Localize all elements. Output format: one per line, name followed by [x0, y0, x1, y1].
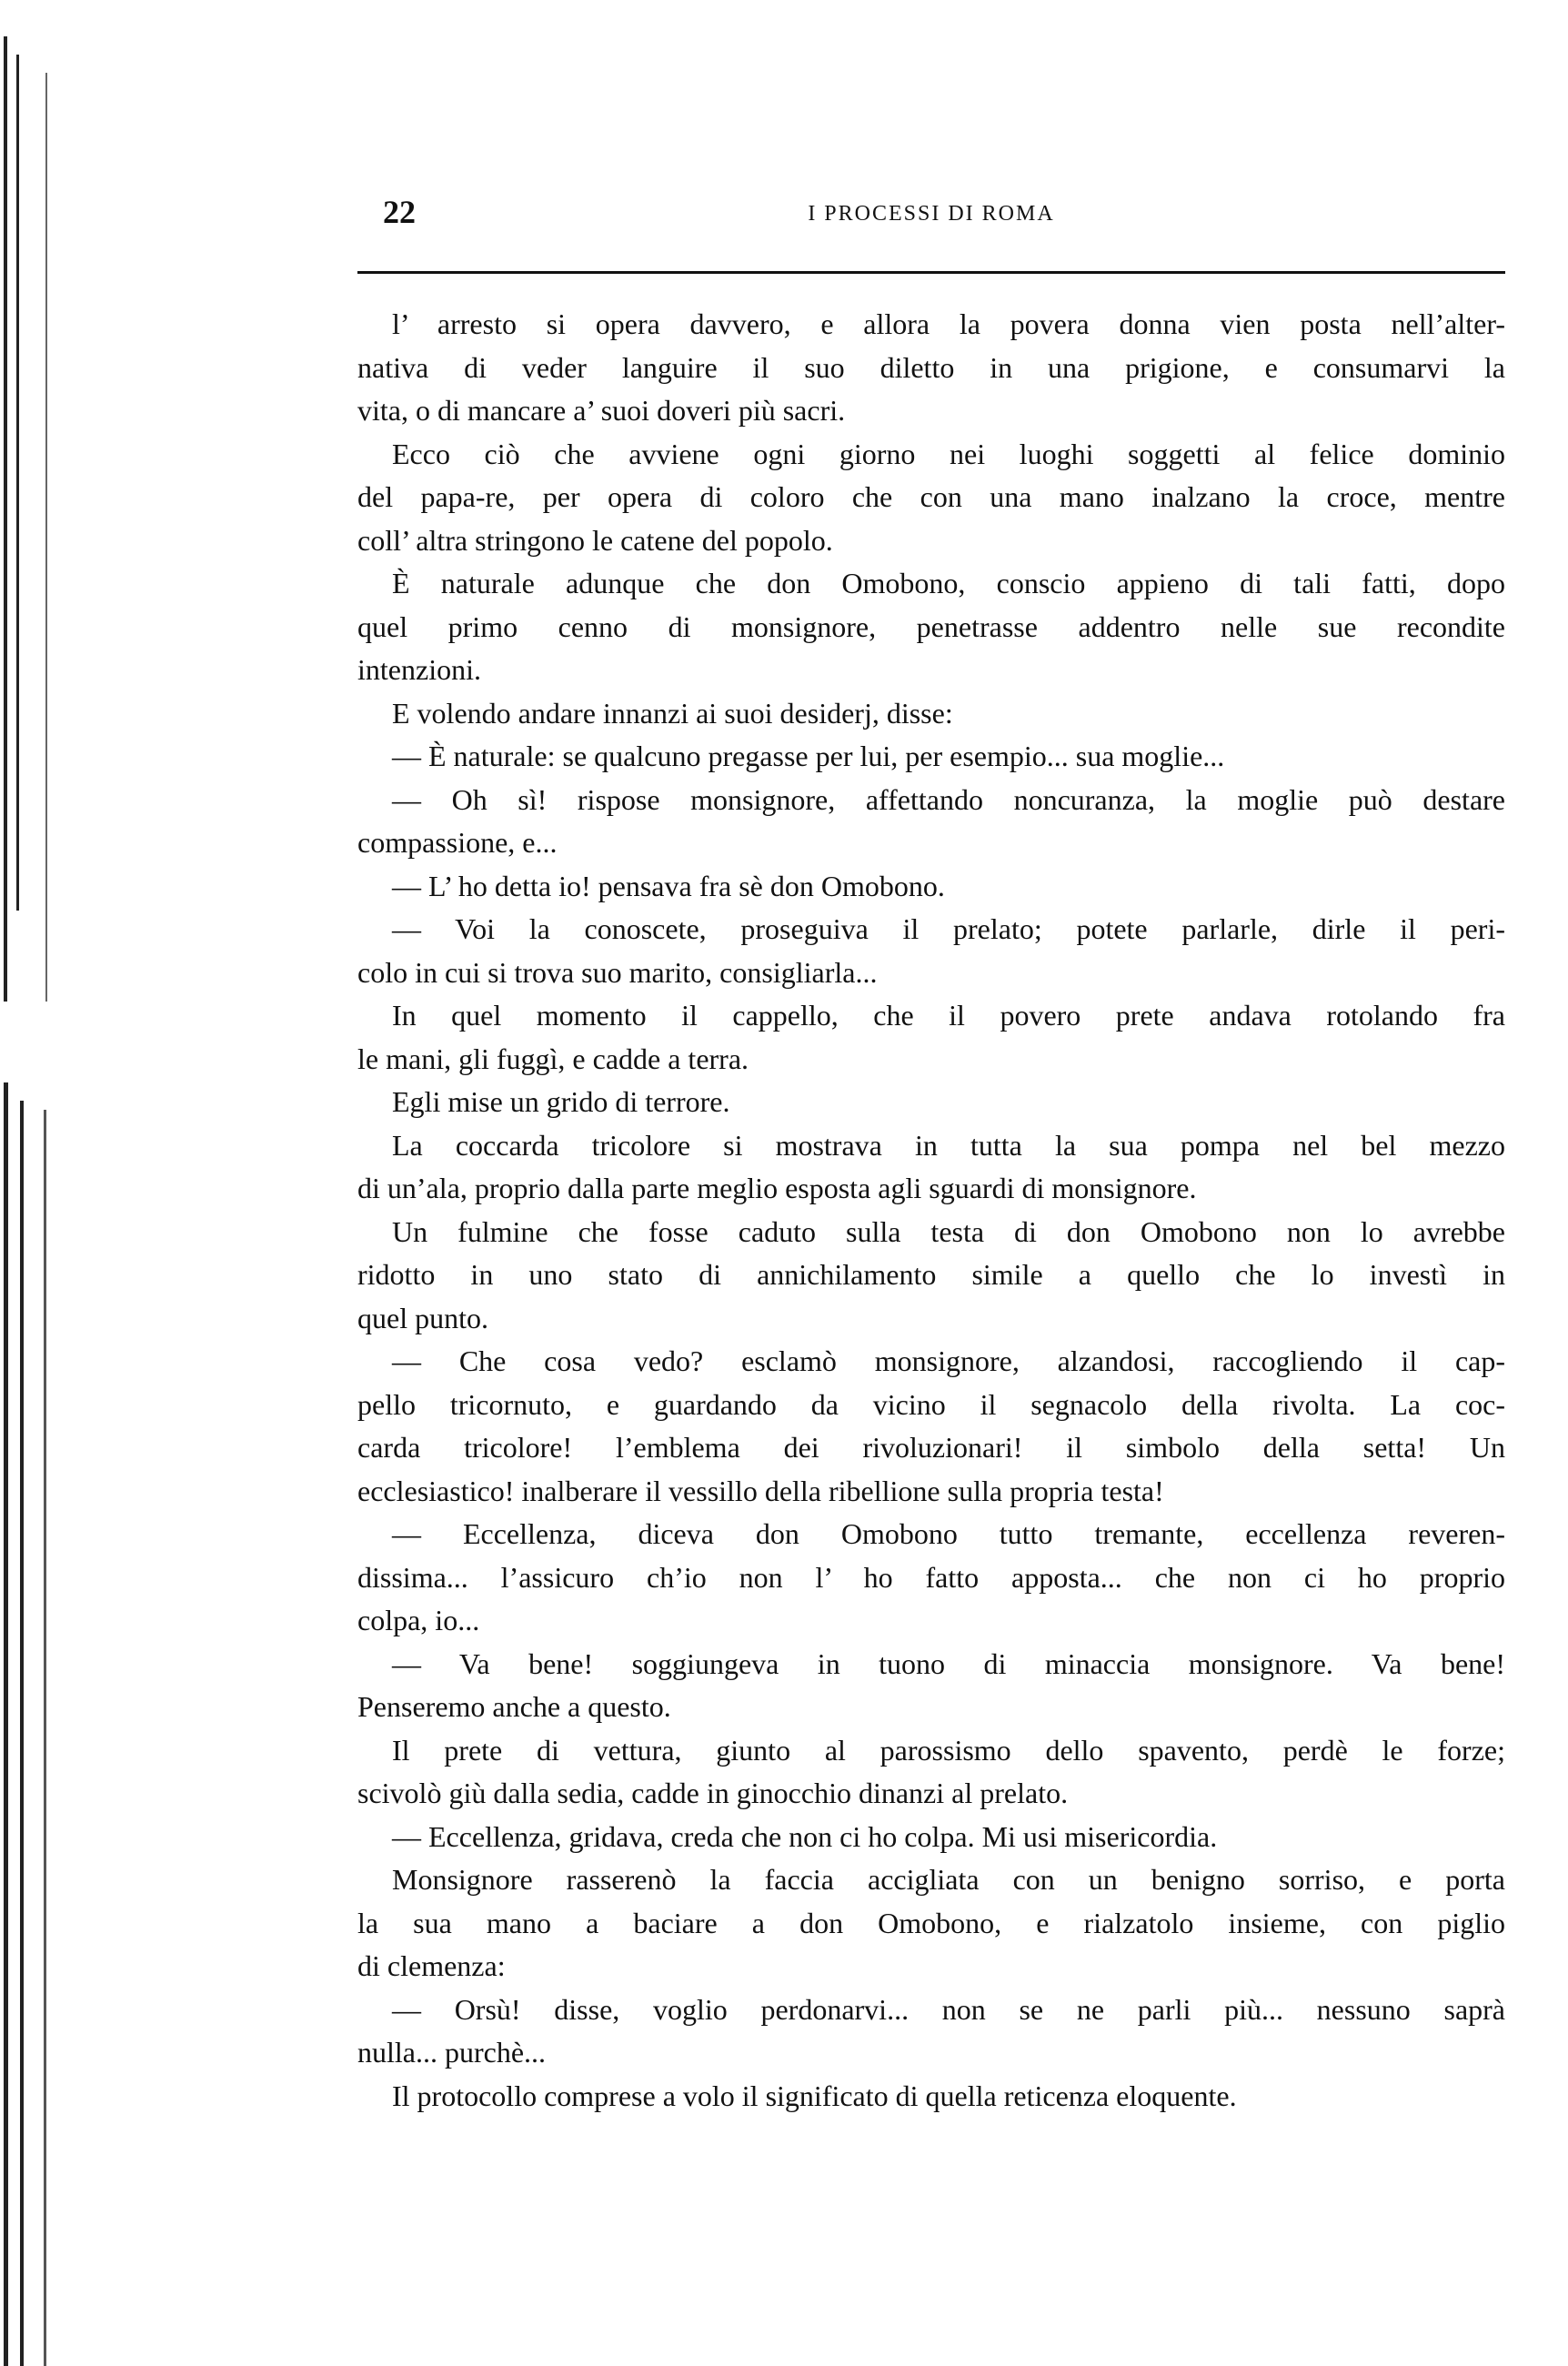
text-line: vita, o di mancare a’ suoi doveri più sacri. [357, 394, 846, 427]
paragraph [357, 1513, 1505, 1643]
text-line: colpa, io... [357, 1604, 480, 1636]
paragraph [357, 735, 1505, 779]
text-line: quel primo cenno di monsignore, penetrasse addentro nelle sue recondite [357, 609, 1505, 643]
paragraph [357, 908, 1505, 994]
text-line: — L’ ho detta io! pensava fra sè don Omobono. [392, 869, 945, 902]
text-line: Penseremo anche a questo. [357, 1690, 671, 1723]
text-line: dissima... l’assicuro ch’io non l’ ho fatto apposta... che non ci ho proprio [357, 1560, 1505, 1594]
text-line: E volendo andare innanzi ai suoi desiderj, disse: [392, 696, 953, 730]
paragraph [357, 692, 1505, 736]
paragraph [357, 994, 1505, 1081]
text-line: — Orsù! disse, voglio perdonarvi... non se ne parli più... nessuno saprà [392, 1992, 1505, 2026]
paragraph [357, 1081, 1505, 1124]
body-text [357, 303, 1505, 2118]
text-line: Monsignore rasserenò la faccia accigliata con un benigno sorriso, e porta [392, 1863, 1505, 1896]
paragraph [357, 1211, 1505, 1341]
text-line: del papa-re, per opera di coloro che con una mano inalzano la croce, mentre [357, 480, 1505, 513]
scan-edge-artifact [44, 1110, 46, 2366]
text-line: quel punto. [357, 1301, 488, 1334]
text-line: la sua mano a baciare a don Omobono, e rialzatolo insieme, con piglio [357, 1906, 1505, 1939]
scan-edge-artifact [45, 73, 47, 1002]
text-line: scivolò giù dalla sedia, cadde in ginocchio dinanzi al prelato. [357, 1777, 1069, 1809]
text-line: ecclesiastico! inalberare il vessillo della ribellione sulla propria testa! [357, 1474, 1164, 1507]
scan-edge-artifact [16, 55, 19, 911]
text-line: — Eccellenza, diceva don Omobono tutto tremante, eccellenza reveren- [392, 1517, 1505, 1550]
text-line: nulla... purchè... [357, 2036, 547, 2069]
paragraph [357, 433, 1505, 563]
text-line: pello tricornuto, e guardando da vicino il segnacolo della rivolta. La coc- [357, 1387, 1505, 1421]
scan-edge-artifact [20, 1101, 24, 2366]
text-line: Ecco ciò che avviene ogni giorno nei luoghi soggetti al felice dominio [392, 437, 1505, 470]
paragraph [357, 1124, 1505, 1211]
text-line: carda tricolore! l’emblema dei rivoluzionari! il simbolo della setta! Un [357, 1431, 1505, 1464]
paragraph [357, 1340, 1505, 1513]
scan-edge-artifact [4, 36, 7, 1002]
text-line: È naturale adunque che don Omobono, conscio appieno di tali fatti, dopo [392, 567, 1505, 599]
text-line: le mani, gli fuggì, e cadde a terra. [357, 1042, 749, 1075]
text-line: — Che cosa vedo? esclamò monsignore, alzandosi, raccogliendo il cap- [392, 1344, 1505, 1377]
text-line: ridotto in uno stato di annichilamento simile a quello che lo investì in [357, 1258, 1505, 1291]
paragraph [357, 865, 1505, 909]
running-title: I PROCESSI DI ROMA [808, 202, 1055, 226]
text-line: — Eccellenza, gridava, creda che non ci ho colpa. Mi usi misericordia. [392, 1819, 1218, 1853]
text-line: Il protocollo comprese a volo il significato di quella reticenza eloquente. [392, 2079, 1237, 2112]
scan-edge-artifact [4, 1082, 8, 2366]
text-line: Il prete di vettura, giunto al parossismo dello spavento, perdè le forze; [392, 1733, 1505, 1767]
text-line: Un fulmine che fosse caduto sulla testa di don Omobono non lo avrebbe [392, 1214, 1505, 1248]
paragraph [357, 1729, 1505, 1816]
header-rule [357, 271, 1505, 274]
text-line: di clemenza: [357, 1949, 506, 1982]
paragraph [357, 2075, 1505, 2119]
text-line: — Oh sì! rispose monsignore, affettando noncuranza, la moglie può destare [392, 782, 1505, 816]
text-line: compassione, e... [357, 826, 558, 859]
text-line: La coccarda tricolore si mostrava in tutta la sua pompa nel bel mezzo [392, 1128, 1505, 1162]
paragraph [357, 303, 1505, 433]
paragraph [357, 1816, 1505, 1859]
text-line: In quel momento il cappello, che il povero prete andava rotolando fra [392, 999, 1505, 1032]
text-line: — È naturale: se qualcuno pregasse per lui, per esempio... sua moglie... [392, 740, 1225, 772]
page-number: 22 [383, 194, 416, 230]
paragraph [357, 779, 1505, 865]
paragraph [357, 1988, 1505, 2075]
text-line: l’ arresto si opera davvero, e allora la povera donna vien posta nell’alter- [392, 307, 1505, 340]
text-line: colo in cui si trova suo marito, consigliarla... [357, 955, 878, 989]
paragraph [357, 562, 1505, 692]
paragraph [357, 1858, 1505, 1988]
text-line: coll’ altra stringono le catene del popolo. [357, 523, 833, 557]
text-line: di un’ala, proprio dalla parte meglio esposta agli sguardi di monsignore. [357, 1172, 1197, 1204]
page-header [357, 193, 1505, 238]
text-line: intenzioni. [357, 653, 481, 686]
text-line: nativa di veder languire il suo diletto in una prigione, e consumarvi la [357, 350, 1505, 384]
text-line: Egli mise un grido di terrore. [392, 1085, 730, 1118]
text-line: — Voi la conoscete, proseguiva il prelato; potete parlarle, dirle il peri- [392, 912, 1505, 945]
paragraph [357, 1643, 1505, 1729]
text-line: — Va bene! soggiungeva in tuono di minaccia monsignore. Va bene! [392, 1646, 1505, 1680]
